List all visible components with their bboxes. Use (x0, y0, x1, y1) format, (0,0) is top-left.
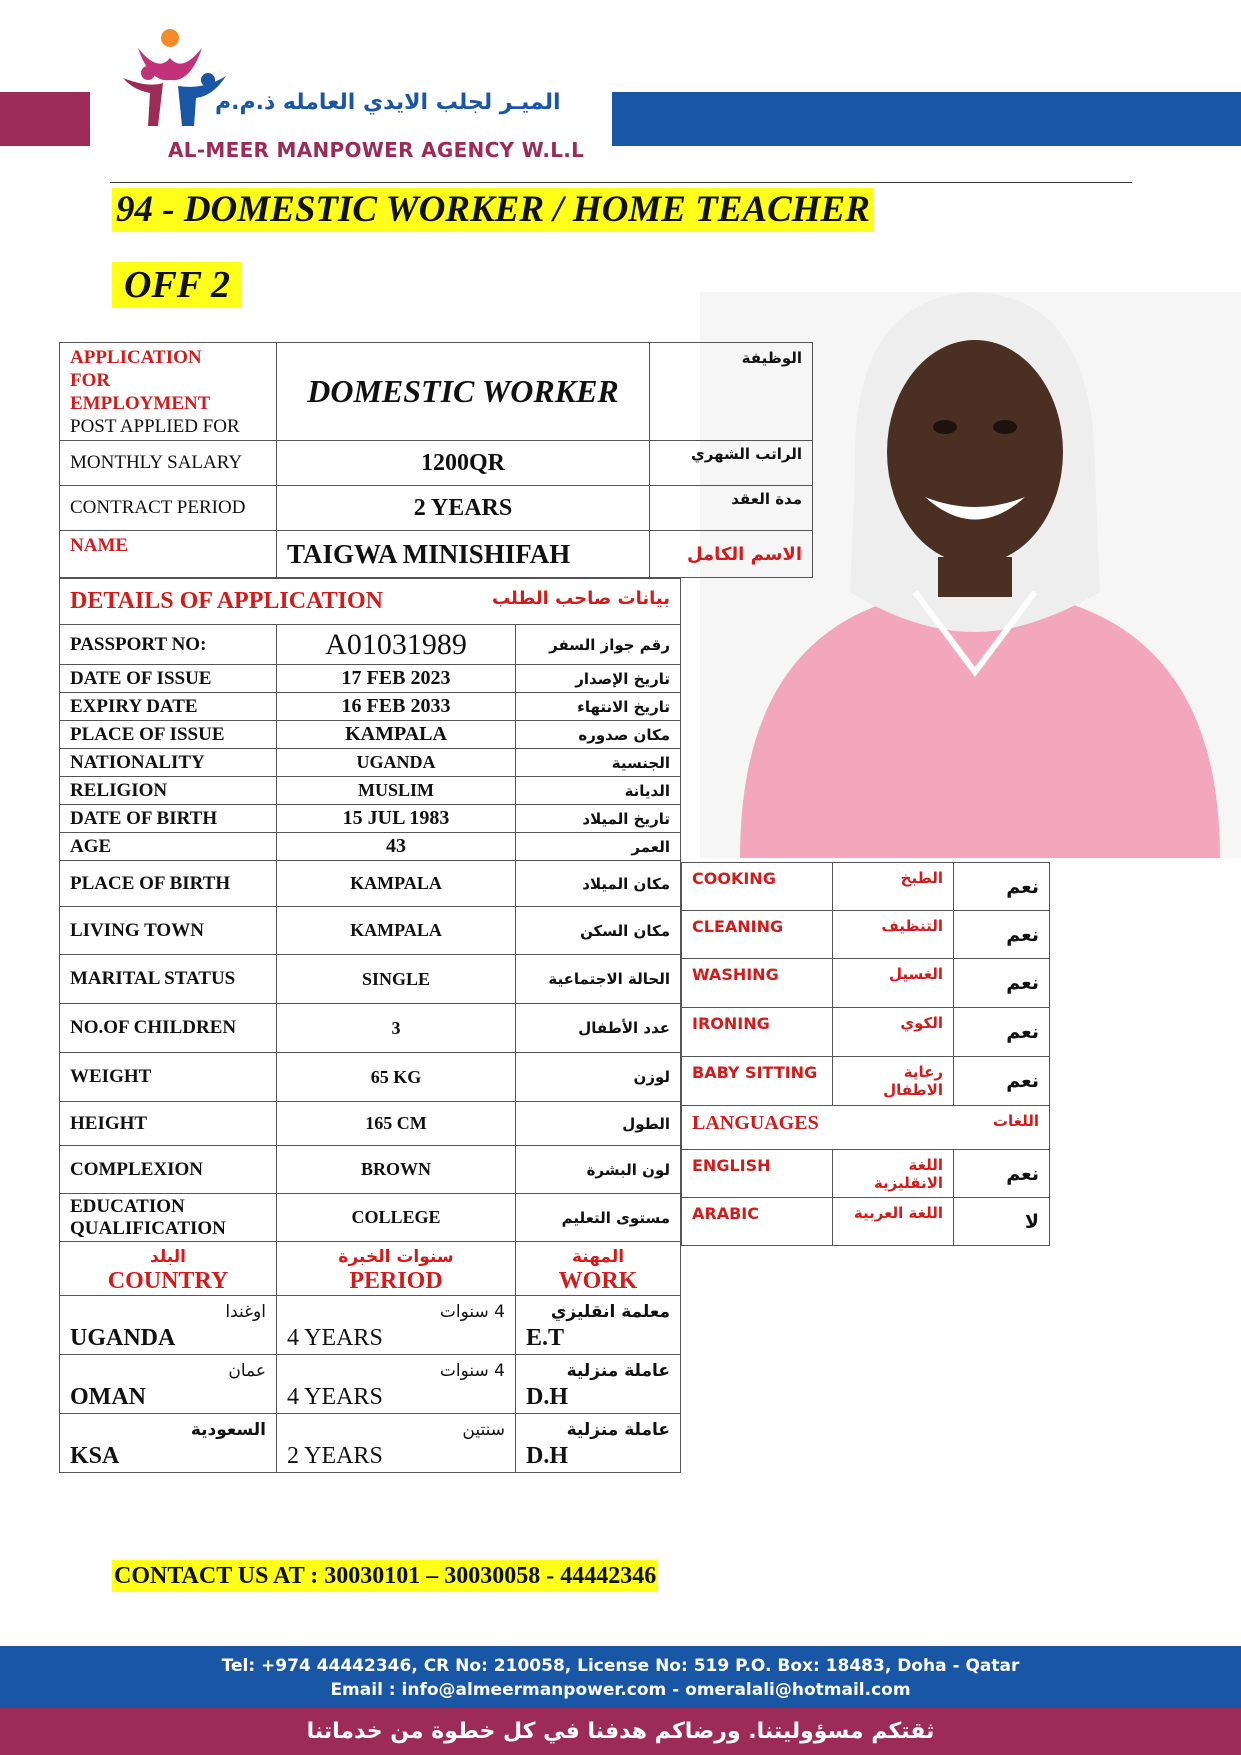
children-value: 3 (277, 1004, 516, 1053)
age-label: AGE (60, 833, 277, 861)
children-label: NO.OF CHILDREN (60, 1004, 277, 1053)
experience-header-row (60, 1242, 681, 1296)
exp-period-ar: 4 سنوات (439, 1361, 505, 1381)
passport-label: PASSPORT NO: (60, 625, 277, 665)
issue-date-ar: تاريخ الإصدار (516, 665, 681, 693)
exp-work: D.H (526, 1443, 568, 1469)
religion-label: RELIGION (60, 777, 277, 805)
exp-work: D.H (526, 1384, 568, 1410)
height-label: HEIGHT (60, 1102, 277, 1146)
period-header: PERIOD (349, 1267, 443, 1294)
period-header-ar: سنوات الخبرة (338, 1246, 454, 1267)
skill-washing-answer: نعم (954, 959, 1050, 1008)
logo-arabic-name: الميـر لجلب الايدي العامله ذ.م.م (215, 90, 561, 115)
name-label: NAME (60, 531, 277, 578)
experience-work-header (516, 1242, 681, 1296)
table-row (60, 721, 681, 749)
place-of-birth-value: KAMPALA (277, 861, 516, 907)
complexion-value: BROWN (277, 1146, 516, 1194)
exp-period-cell (277, 1414, 516, 1473)
footer-info (0, 1646, 1241, 1708)
skill-cleaning: CLEANING (682, 911, 833, 959)
table-row (60, 1004, 681, 1053)
passport-ar: رقم جواز السفر (516, 625, 681, 665)
exp-work-cell (516, 1355, 681, 1414)
nationality-value: UGANDA (277, 749, 516, 777)
application-table (59, 342, 813, 578)
religion-value: MUSLIM (277, 777, 516, 805)
table-row (60, 693, 681, 721)
contract-value: 2 YEARS (277, 486, 650, 531)
exp-period-cell (277, 1355, 516, 1414)
marital-status-value: SINGLE (277, 955, 516, 1004)
passport-value: A01031989 (277, 625, 516, 665)
living-town-ar: مكان السكن (516, 907, 681, 955)
weight-ar: لوزن (516, 1053, 681, 1102)
place-of-birth-label: PLACE OF BIRTH (60, 861, 277, 907)
language-english: ENGLISH (682, 1150, 833, 1198)
office-label: OFF 2 (112, 262, 242, 308)
language-english-ar: اللغة الانقليزية (833, 1150, 954, 1198)
exp-work-cell (516, 1414, 681, 1473)
skill-cooking-answer: نعم (954, 863, 1050, 911)
footer-email: Email : info@almeermanpower.com - omeralali@hotmail.com (330, 1680, 911, 1700)
skill-baby-sitting: BABY SITTING (682, 1057, 833, 1106)
language-row (682, 1150, 1050, 1198)
salary-value: 1200QR (277, 441, 650, 486)
experience-country-header (60, 1242, 277, 1296)
application-label-2: FOR (70, 369, 111, 391)
exp-period-ar: 4 سنوات (439, 1302, 505, 1322)
country-header: COUNTRY (107, 1267, 229, 1294)
exp-country: UGANDA (70, 1325, 176, 1351)
post-applied-ar: الوظيفة (650, 343, 813, 441)
skill-row (682, 1008, 1050, 1057)
language-arabic-ar: اللغة العربية (833, 1198, 954, 1246)
post-label-cell (60, 343, 277, 441)
weight-value: 65 KG (277, 1053, 516, 1102)
name-ar: الاسم الكامل (650, 531, 813, 578)
living-town-value: KAMPALA (277, 907, 516, 955)
contract-label: CONTRACT PERIOD (60, 486, 277, 531)
table-row (60, 1053, 681, 1102)
work-header-ar: المهنة (571, 1246, 625, 1267)
exp-country-cell (60, 1296, 277, 1355)
exp-period: 4 YEARS (287, 1325, 383, 1351)
table-row (60, 833, 681, 861)
exp-country-cell (60, 1414, 277, 1473)
exp-period: 4 YEARS (287, 1384, 383, 1410)
expiry-date-value: 16 FEB 2033 (277, 693, 516, 721)
table-row (60, 1296, 681, 1355)
footer-tel: Tel: +974 44442346, CR No: 210058, License No: 519 P.O. Box: 18483, Doha - Qatar (221, 1656, 1020, 1676)
children-ar: عدد الأطفال (516, 1004, 681, 1053)
details-heading-cell (60, 579, 681, 625)
height-ar: الطول (516, 1102, 681, 1146)
issue-date-value: 17 FEB 2023 (277, 665, 516, 693)
skill-ironing-ar: الكوي (833, 1008, 954, 1057)
language-english-answer: نعم (954, 1150, 1050, 1198)
details-heading: DETAILS OF APPLICATION (70, 588, 383, 614)
table-row (60, 1355, 681, 1414)
exp-work: E.T (526, 1325, 565, 1351)
languages-heading: LANGUAGES (692, 1112, 819, 1134)
age-value: 43 (277, 833, 516, 861)
exp-work-ar: معلمة انقليزي (550, 1302, 670, 1322)
place-of-birth-ar: مكان الميلاد (516, 861, 681, 907)
place-of-issue-label: PLACE OF ISSUE (60, 721, 277, 749)
skill-row (682, 911, 1050, 959)
logo-english-name: AL-MEER MANPOWER AGENCY W.L.L (168, 138, 585, 162)
skill-row (682, 959, 1050, 1008)
table-row (60, 665, 681, 693)
work-header: WORK (558, 1267, 638, 1294)
weight-label: WEIGHT (60, 1053, 277, 1102)
exp-period-cell (277, 1296, 516, 1355)
table-row (60, 1194, 681, 1242)
table-row (60, 955, 681, 1004)
table-row (60, 1146, 681, 1194)
salary-label: MONTHLY SALARY (60, 441, 277, 486)
exp-country-ar: اوغندا (225, 1302, 266, 1322)
skill-ironing-answer: نعم (954, 1008, 1050, 1057)
height-value: 165 CM (277, 1102, 516, 1146)
table-row (60, 861, 681, 907)
exp-period-ar: سنتين (462, 1420, 505, 1440)
skills-table (681, 862, 1050, 1246)
skill-cooking: COOKING (682, 863, 833, 911)
languages-heading-ar: اللغات (992, 1112, 1039, 1130)
language-arabic: ARABIC (682, 1198, 833, 1246)
exp-work-cell (516, 1296, 681, 1355)
salary-ar: الراتب الشهري (650, 441, 813, 486)
skill-cooking-ar: الطبخ (833, 863, 954, 911)
issue-date-label: DATE OF ISSUE (60, 665, 277, 693)
skill-row (682, 863, 1050, 911)
religion-ar: الديانة (516, 777, 681, 805)
header-divider (110, 182, 1132, 183)
complexion-ar: لون البشرة (516, 1146, 681, 1194)
complexion-label: COMPLEXION (60, 1146, 277, 1194)
exp-work-ar: عاملة منزلية (566, 1420, 670, 1440)
details-heading-ar: بيانات صاحب الطلب (491, 588, 670, 609)
application-label-3: EMPLOYMENT (70, 392, 211, 414)
skill-baby-sitting-answer: نعم (954, 1057, 1050, 1106)
table-row (60, 749, 681, 777)
details-table (59, 578, 681, 1473)
exp-country: KSA (70, 1443, 120, 1469)
age-ar: العمر (516, 833, 681, 861)
dob-value: 15 JUL 1983 (277, 805, 516, 833)
skill-cleaning-ar: التنظيف (833, 911, 954, 959)
exp-country-ar: عمان (228, 1361, 266, 1381)
education-ar: مستوى التعليم (516, 1194, 681, 1242)
table-row (60, 625, 681, 665)
nationality-label: NATIONALITY (60, 749, 277, 777)
header-bar-right (612, 92, 1241, 146)
skill-washing-ar: الغسيل (833, 959, 954, 1008)
skill-washing: WASHING (682, 959, 833, 1008)
exp-period: 2 YEARS (287, 1443, 383, 1469)
nationality-ar: الجنسية (516, 749, 681, 777)
skill-ironing: IRONING (682, 1008, 833, 1057)
place-of-issue-value: KAMPALA (277, 721, 516, 749)
skill-baby-sitting-ar: رعاية الاطفال (833, 1057, 954, 1106)
exp-country: OMAN (70, 1384, 146, 1410)
post-applied-value: DOMESTIC WORKER (277, 343, 650, 441)
exp-country-cell (60, 1355, 277, 1414)
exp-work-ar: عاملة منزلية (566, 1361, 670, 1381)
application-label-1: APPLICATION (70, 346, 202, 368)
table-row (60, 805, 681, 833)
education-value: COLLEGE (277, 1194, 516, 1242)
language-arabic-answer: لا (954, 1198, 1050, 1246)
languages-header-row (682, 1106, 1050, 1150)
skill-row (682, 1057, 1050, 1106)
footer-slogan: ثقتكم مسؤوليتنا. ورضاكم هدفنا في كل خطوة من خدماتنا (0, 1708, 1241, 1755)
marital-status-label: MARITAL STATUS (60, 955, 277, 1004)
dob-label: DATE OF BIRTH (60, 805, 277, 833)
marital-status-ar: الحالة الاجتماعية (516, 955, 681, 1004)
name-value: TAIGWA MINISHIFAH (277, 531, 650, 578)
place-of-issue-ar: مكان صدوره (516, 721, 681, 749)
page-title: 94 - DOMESTIC WORKER / HOME TEACHER (112, 188, 874, 232)
dob-ar: تاريخ الميلاد (516, 805, 681, 833)
languages-header-cell (682, 1106, 1050, 1150)
header-bar-left (0, 92, 90, 146)
contract-ar: مدة العقد (650, 486, 813, 531)
language-row (682, 1198, 1050, 1246)
exp-country-ar: السعودية (190, 1420, 266, 1440)
post-applied-label: POST APPLIED FOR (70, 415, 240, 437)
living-town-label: LIVING TOWN (60, 907, 277, 955)
skill-cleaning-answer: نعم (954, 911, 1050, 959)
expiry-date-label: EXPIRY DATE (60, 693, 277, 721)
experience-period-header (277, 1242, 516, 1296)
contact-line: CONTACT US AT : 30030101 – 30030058 - 44442346 (112, 1560, 658, 1592)
country-header-ar: البلد (150, 1246, 186, 1267)
table-row (60, 777, 681, 805)
expiry-date-ar: تاريخ الانتهاء (516, 693, 681, 721)
education-label: EDUCATION QUALIFICATION (60, 1194, 277, 1242)
table-row (60, 907, 681, 955)
table-row (60, 1102, 681, 1146)
table-row (60, 1414, 681, 1473)
